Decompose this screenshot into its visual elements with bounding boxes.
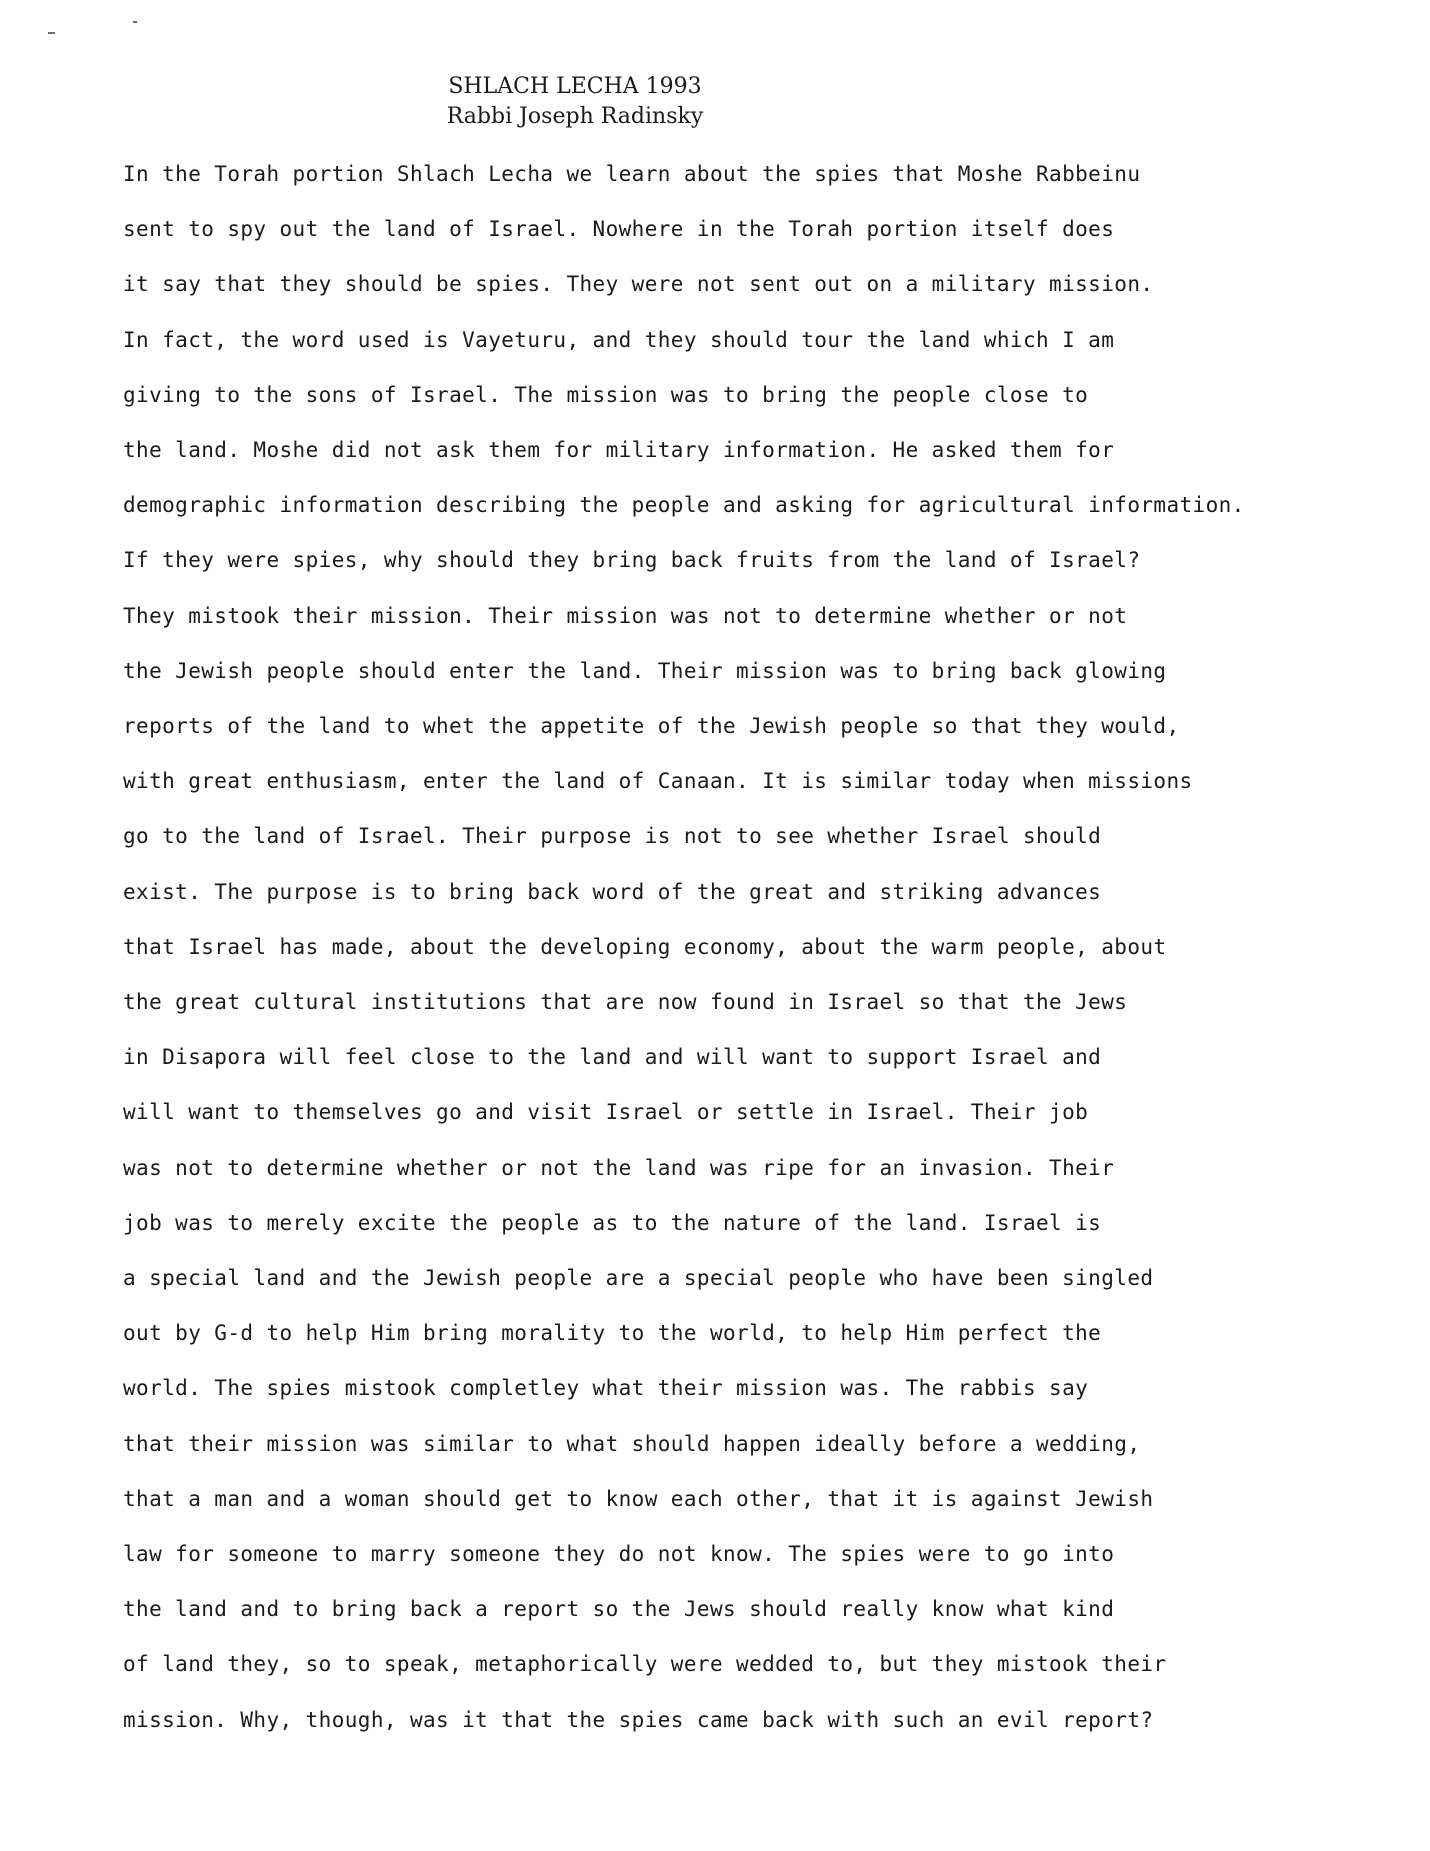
body-line: in Disapora will feel close to the land and will want to support Israel and bbox=[123, 1045, 1102, 1069]
body-line: of land they, so to speak, metaphorically were wedded to, but they mistook their bbox=[123, 1652, 1167, 1676]
body-line: law for someone to marry someone they do not know. The spies were to go into bbox=[123, 1542, 1115, 1566]
body-line: the land. Moshe did not ask them for military information. He asked them for bbox=[123, 438, 1115, 462]
body-line: job was to merely excite the people as to the nature of the land. Israel is bbox=[123, 1211, 1102, 1235]
body-line: exist. The purpose is to bring back word of the great and striking advances bbox=[123, 880, 1102, 904]
document-header bbox=[0, 72, 1150, 132]
body-line: go to the land of Israel. Their purpose is not to see whether Israel should bbox=[123, 824, 1102, 848]
body-line: They mistook their mission. Their mission was not to determine whether or not bbox=[123, 604, 1128, 628]
body-line: the great cultural institutions that are now found in Israel so that the Jews bbox=[123, 990, 1128, 1014]
body-line: In fact, the word used is Vayeturu, and they should tour the land which I am bbox=[123, 328, 1115, 352]
body-line: out by G-d to help Him bring morality to the world, to help Him perfect the bbox=[123, 1321, 1102, 1345]
body-line: it say that they should be spies. They were not sent out on a military mission. bbox=[123, 272, 1154, 296]
body-line: world. The spies mistook completley what their mission was. The rabbis say bbox=[123, 1376, 1089, 1400]
body-line: demographic information describing the people and asking for agricultural information. bbox=[123, 493, 1245, 517]
scan-speck bbox=[48, 32, 55, 34]
body-line: sent to spy out the land of Israel. Nowhere in the Torah portion itself does bbox=[123, 217, 1115, 241]
body-line: will want to themselves go and visit Israel or settle in Israel. Their job bbox=[123, 1100, 1089, 1124]
body-line: In the Torah portion Shlach Lecha we learn about the spies that Moshe Rabbeinu bbox=[123, 162, 1141, 186]
scan-speck bbox=[133, 21, 137, 23]
body-line: the Jewish people should enter the land. Their mission was to bring back glowing bbox=[123, 659, 1167, 683]
body-line: If they were spies, why should they bring back fruits from the land of Israel? bbox=[123, 548, 1141, 572]
body-line: that a man and a woman should get to know each other, that it is against Jewish bbox=[123, 1487, 1154, 1511]
body-line: mission. Why, though, was it that the spies came back with such an evil report? bbox=[123, 1708, 1154, 1732]
body-line: that their mission was similar to what should happen ideally before a wedding, bbox=[123, 1432, 1141, 1456]
body-line: a special land and the Jewish people are a special people who have been singled bbox=[123, 1266, 1154, 1290]
body-line: giving to the sons of Israel. The mission was to bring the people close to bbox=[123, 383, 1089, 407]
body-line: was not to determine whether or not the land was ripe for an invasion. Their bbox=[123, 1156, 1115, 1180]
document-title: SHLACH LECHA 1993 bbox=[448, 74, 702, 99]
body-line: the land and to bring back a report so the Jews should really know what kind bbox=[123, 1597, 1115, 1621]
body-line: reports of the land to whet the appetite of the Jewish people so that they would, bbox=[123, 714, 1180, 738]
body-line: with great enthusiasm, enter the land of Canaan. It is similar today when missions bbox=[123, 769, 1193, 793]
document-author: Rabbi Joseph Radinsky bbox=[446, 104, 704, 129]
body-line: that Israel has made, about the developing economy, about the warm people, about bbox=[123, 935, 1167, 959]
